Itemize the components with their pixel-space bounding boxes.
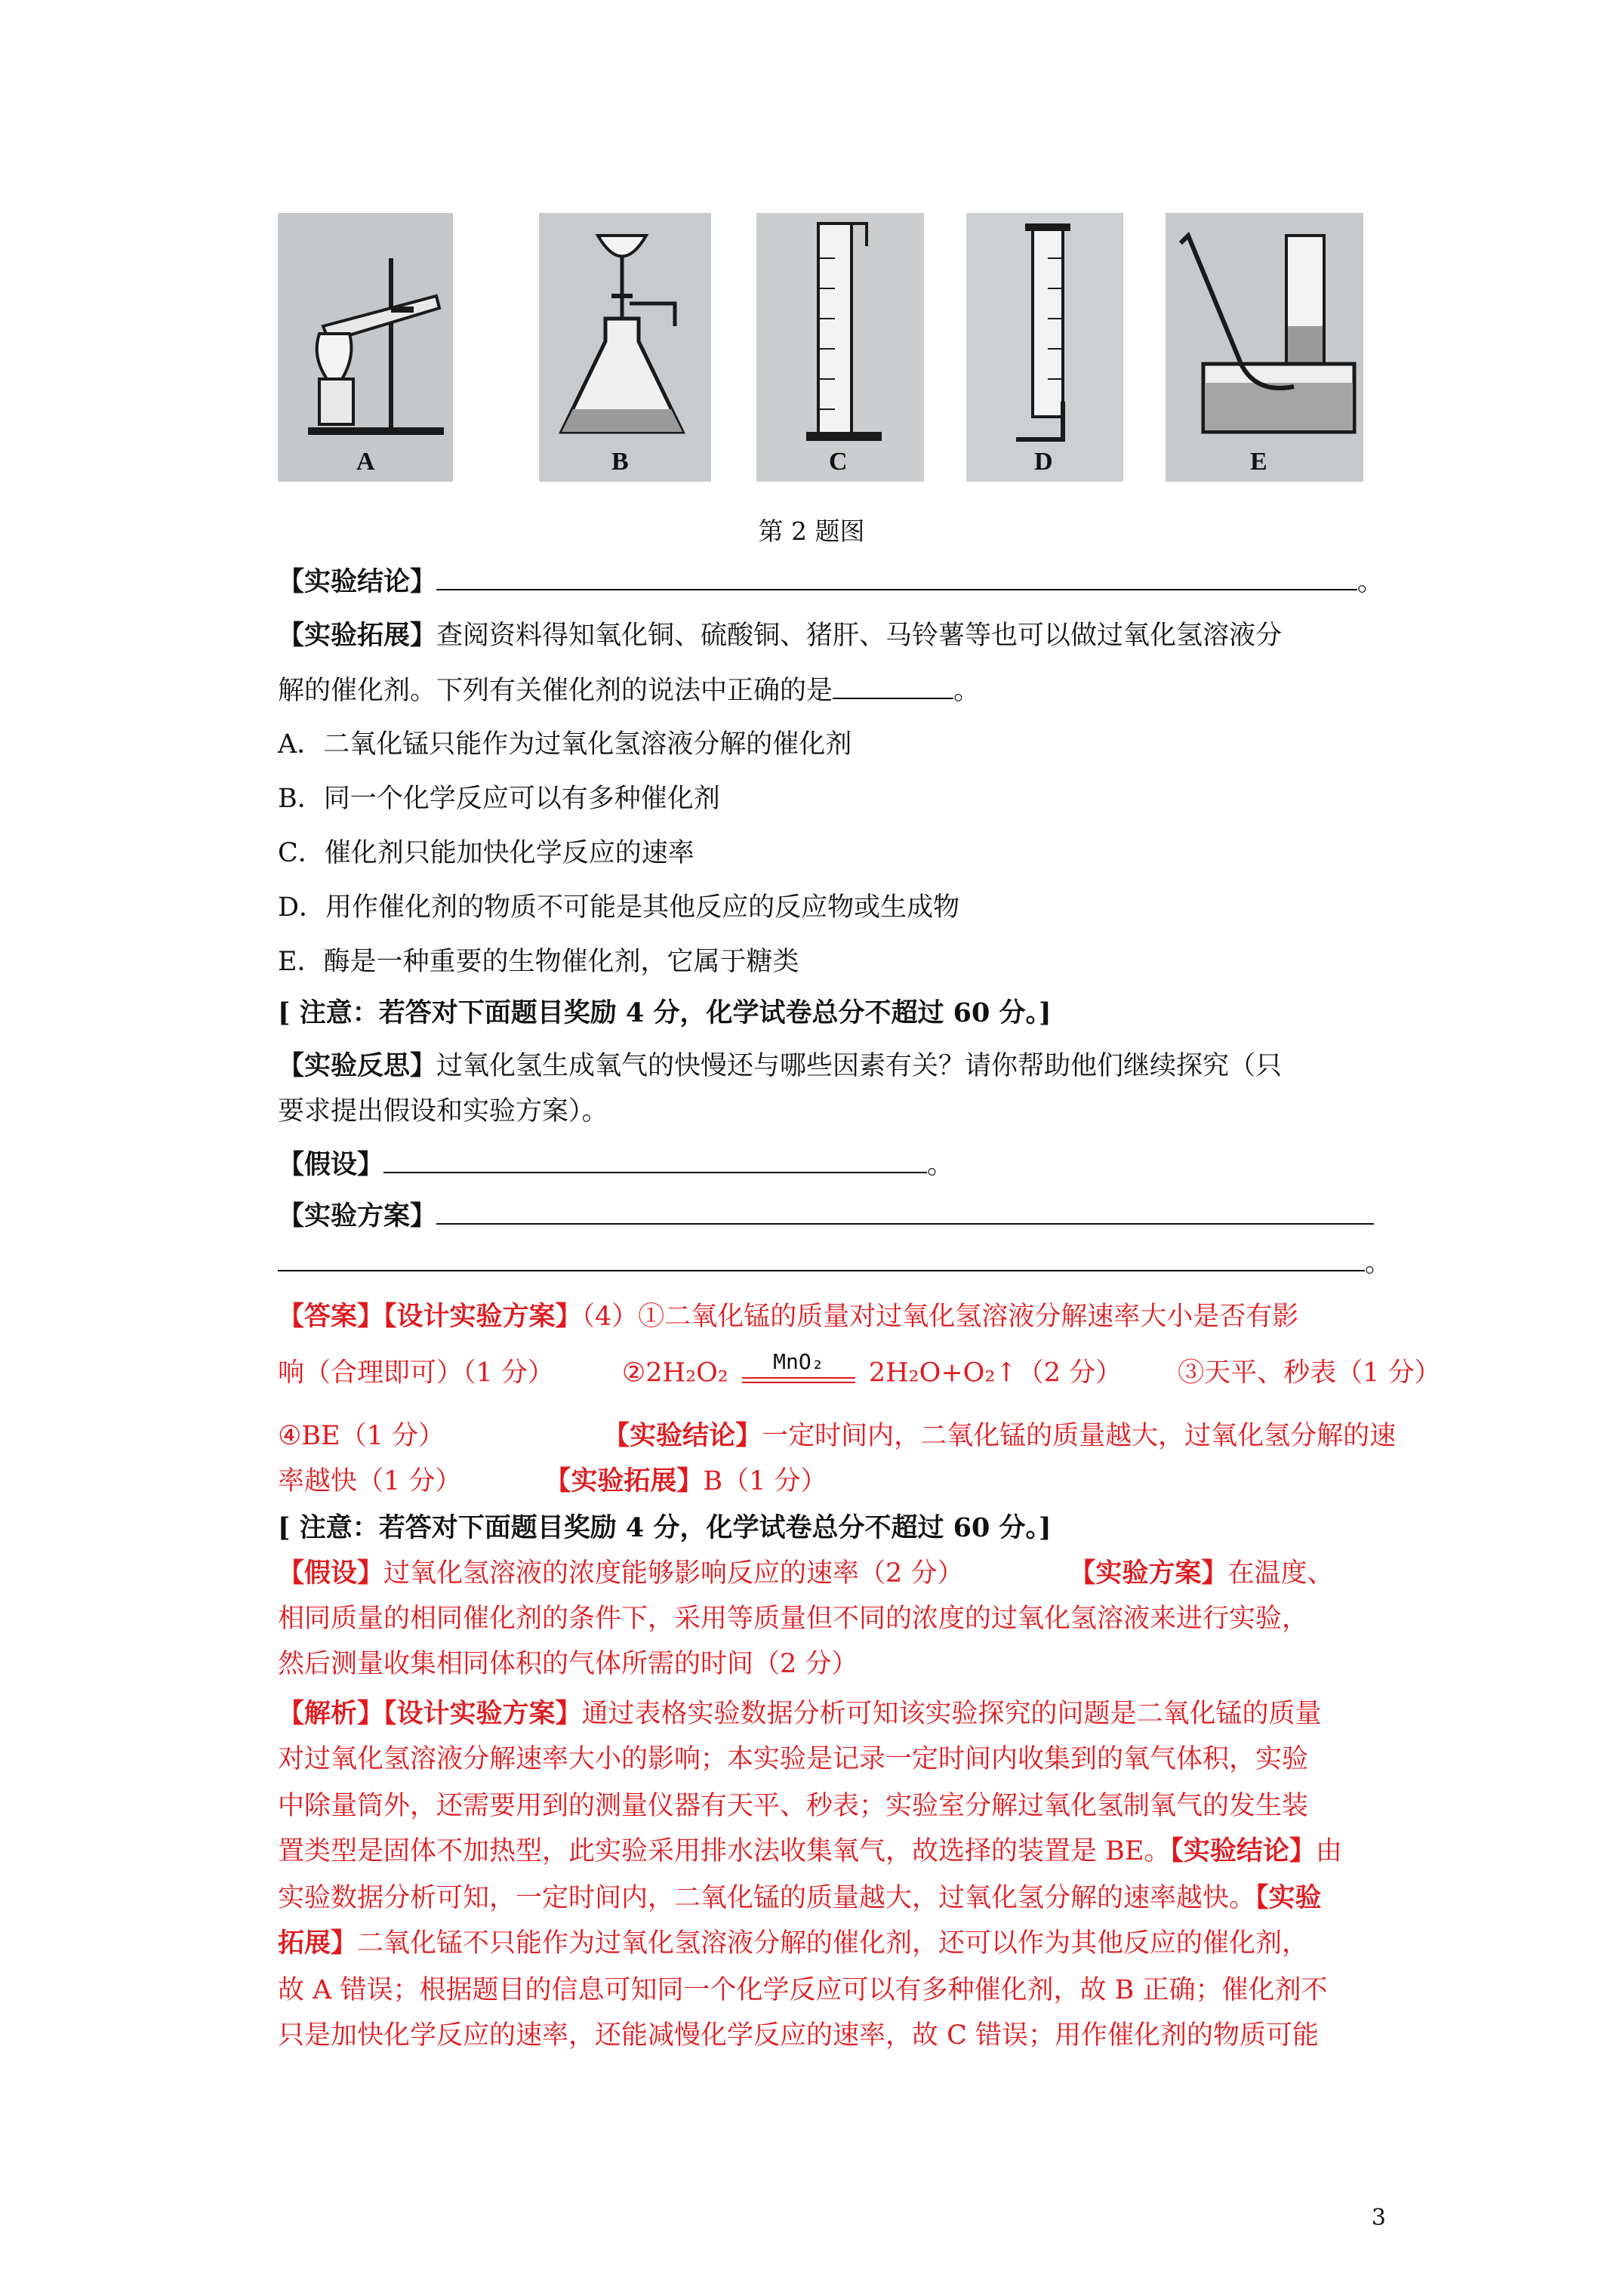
figure-c-label: C — [829, 448, 848, 476]
analysis-text-6: 二氧化锰不只能作为过氧化氢溶液分解的催化剂，还可以作为其他反应的催化剂， — [357, 1928, 1309, 1959]
analysis-line-3: 中除量筒外，还需要用到的测量仪器有天平、秒表；实验室分解过氧化氢制氧气的发生装 — [278, 1791, 1309, 1821]
option-d: D．用作催化剂的物质不可能是其他反应的反应物或生成物 — [278, 892, 960, 923]
analysis-line-4 — [278, 1835, 1342, 1868]
analysis-line-8: 只是加快化学反应的速率，还能减慢化学反应的速率，故 C 错误；用作催化剂的物质可能 — [278, 2020, 1320, 2051]
answer-line-1 — [278, 1300, 1298, 1333]
figure-caption: 第 2 题图 — [758, 516, 865, 546]
analysis-line-1 — [278, 1697, 1322, 1730]
extension-label: 【实验拓展】 — [278, 620, 437, 651]
answer-conclusion-label: 【实验结论】 — [603, 1420, 762, 1451]
extension-text-1: 查阅资料得知氧化铜、硫酸铜、猪肝、马铃薯等也可以做过氧化氢溶液分 — [436, 621, 1283, 651]
figure-row — [0, 213, 1623, 486]
option-b: B．同一个化学反应可以有多种催化剂 — [278, 784, 720, 814]
analysis-text-1: 通过表格实验数据分析可知该实验探究的问题是二氧化锰的质量 — [581, 1699, 1322, 1729]
answer-plan-label: 【实验方案】 — [1069, 1558, 1228, 1589]
answer-line-8: 然后测量收集相同体积的气体所需的时间（2 分） — [278, 1649, 858, 1679]
conclusion-period: 。 — [1357, 567, 1384, 597]
conclusion-label: 【实验结论】 — [278, 566, 437, 597]
hypothesis-label: 【假设】 — [278, 1149, 384, 1180]
reflection-text-2: 要求提出假设和实验方案）。 — [278, 1096, 608, 1126]
conical-flask-separatory-funnel-apparatus-icon — [539, 213, 711, 482]
catalyst-label: MnO₂ — [773, 1349, 824, 1374]
conclusion-blank[interactable] — [436, 565, 1357, 590]
option-c: C．催化剂只能加快化学反应的速率 — [278, 838, 694, 868]
analysis-conclusion-label: 【实验结论】 — [1170, 1835, 1316, 1866]
extension-period: 。 — [953, 676, 981, 706]
answer-line-2 — [278, 1351, 1441, 1397]
option-e: E．酶是一种重要的生物催化剂，它属于糖类 — [278, 947, 799, 977]
answer-text-4a: 率越快（1 分） — [278, 1466, 462, 1496]
figure-d — [966, 213, 1123, 482]
answer-label: 【答案】【设计实验方案】 — [278, 1301, 582, 1332]
plan-blank-2[interactable] — [278, 1246, 1365, 1271]
plan-line-2 — [278, 1246, 1391, 1280]
conclusion-line — [278, 565, 1384, 599]
figure-b-label: B — [611, 448, 629, 476]
answer-line-4 — [278, 1465, 827, 1498]
analysis-text-4-tail: 由 — [1315, 1836, 1342, 1866]
analysis-text-4: 置类型是固体不加热型，此实验采用排水法收集氧气，故选择的装置是 BE。 — [278, 1836, 1171, 1866]
analysis-line-7: 故 A 错误；根据题目的信息可知同一个化学反应可以有多种催化剂，故 B 正确；催化剂不 — [278, 1975, 1328, 2005]
page-number: 3 — [1371, 2205, 1386, 2231]
answer-plan-text: 在温度、 — [1227, 1558, 1334, 1589]
answer-text-1: （4）①二氧化锰的质量对过氧化氢溶液分解速率大小是否有影 — [581, 1302, 1299, 1332]
hypothesis-line — [278, 1148, 953, 1182]
hypothesis-period: 。 — [927, 1150, 954, 1180]
analysis-line-5 — [278, 1881, 1322, 1915]
answer-text-2d: ③天平、秒表（1 分） — [1178, 1358, 1441, 1388]
figure-a-label: A — [356, 448, 375, 476]
answer-line-7: 相同质量的相同催化剂的条件下，采用等质量但不同的浓度的过氧化氢溶液来进行实验， — [278, 1604, 1309, 1634]
reflection-label: 【实验反思】 — [278, 1050, 437, 1081]
figure-c — [756, 213, 924, 482]
plan-blank-1[interactable] — [436, 1199, 1374, 1225]
answer-line-6 — [278, 1557, 1333, 1590]
answer-hypothesis-label: 【假设】 — [278, 1558, 384, 1589]
answer-text-2a: 响（合理即可）（1 分） — [278, 1358, 554, 1388]
plan-line — [278, 1199, 1374, 1233]
analysis-line-2: 对过氧化氢溶液分解速率大小的影响；本实验是记录一定时间内收集到的氧气体积，实验 — [278, 1744, 1309, 1774]
extension-blank[interactable] — [833, 673, 953, 699]
graduated-tube-icon — [966, 213, 1123, 482]
figure-e — [1166, 213, 1363, 482]
graduated-cylinder-icon — [756, 213, 924, 482]
equation-products: 2H₂O+O₂↑（2 分） — [868, 1358, 1123, 1388]
figure-a — [278, 213, 453, 482]
extension-line-2 — [278, 673, 980, 707]
answer-line-3 — [278, 1419, 1396, 1453]
answer-extension-label: 【实验拓展】 — [544, 1465, 704, 1496]
figure-e-label: E — [1250, 448, 1267, 476]
analysis-extension-label-a: 【实验 — [1255, 1882, 1322, 1913]
figure-d-label: D — [1034, 448, 1053, 476]
analysis-line-6 — [278, 1927, 1308, 1960]
figure-b — [539, 213, 711, 482]
extension-text-2: 解的催化剂。下列有关催化剂的说法中正确的是 — [278, 676, 833, 706]
answer-conclusion-text: 一定时间内，二氧化锰的质量越大，过氧化氢分解的速 — [762, 1421, 1397, 1451]
alcohol-lamp-test-tube-apparatus-icon — [278, 213, 453, 482]
answer-extension-text: B（1 分） — [703, 1466, 827, 1496]
plan-label: 【实验方案】 — [278, 1200, 437, 1231]
reflection-line-1 — [278, 1049, 1282, 1083]
answer-text-3a: ④BE（1 分） — [278, 1421, 445, 1451]
option-a: A．二氧化锰只能作为过氧化氢溶液分解的催化剂 — [278, 729, 852, 760]
analysis-extension-label-b: 拓展】 — [278, 1928, 358, 1959]
extension-line-1 — [278, 619, 1282, 652]
reflection-text-1: 过氧化氢生成氧气的快慢还与哪些因素有关？请你帮助他们继续探究（只 — [436, 1051, 1283, 1081]
analysis-label: 【解析】【设计实验方案】 — [278, 1698, 582, 1729]
equation-reactant: ②2H₂O₂ — [621, 1358, 728, 1388]
plan-period: 。 — [1365, 1248, 1392, 1278]
hypothesis-blank[interactable] — [383, 1148, 927, 1173]
catalyst-arrow — [742, 1351, 855, 1397]
water-displacement-collection-apparatus-icon — [1166, 213, 1363, 482]
answer-bonus-notice: [ 注意：若答对下面题目奖励 4 分，化学试卷总分不超过 60 分。] — [278, 1512, 1052, 1543]
analysis-text-5: 实验数据分析可知，一定时间内，二氧化锰的质量越大，过氧化氢分解的速率越快。 — [278, 1883, 1256, 1913]
bonus-notice: [ 注意：若答对下面题目奖励 4 分，化学试卷总分不超过 60 分。] — [278, 997, 1052, 1028]
answer-hypothesis-text: 过氧化氢溶液的浓度能够影响反应的速率（2 分） — [383, 1558, 964, 1589]
